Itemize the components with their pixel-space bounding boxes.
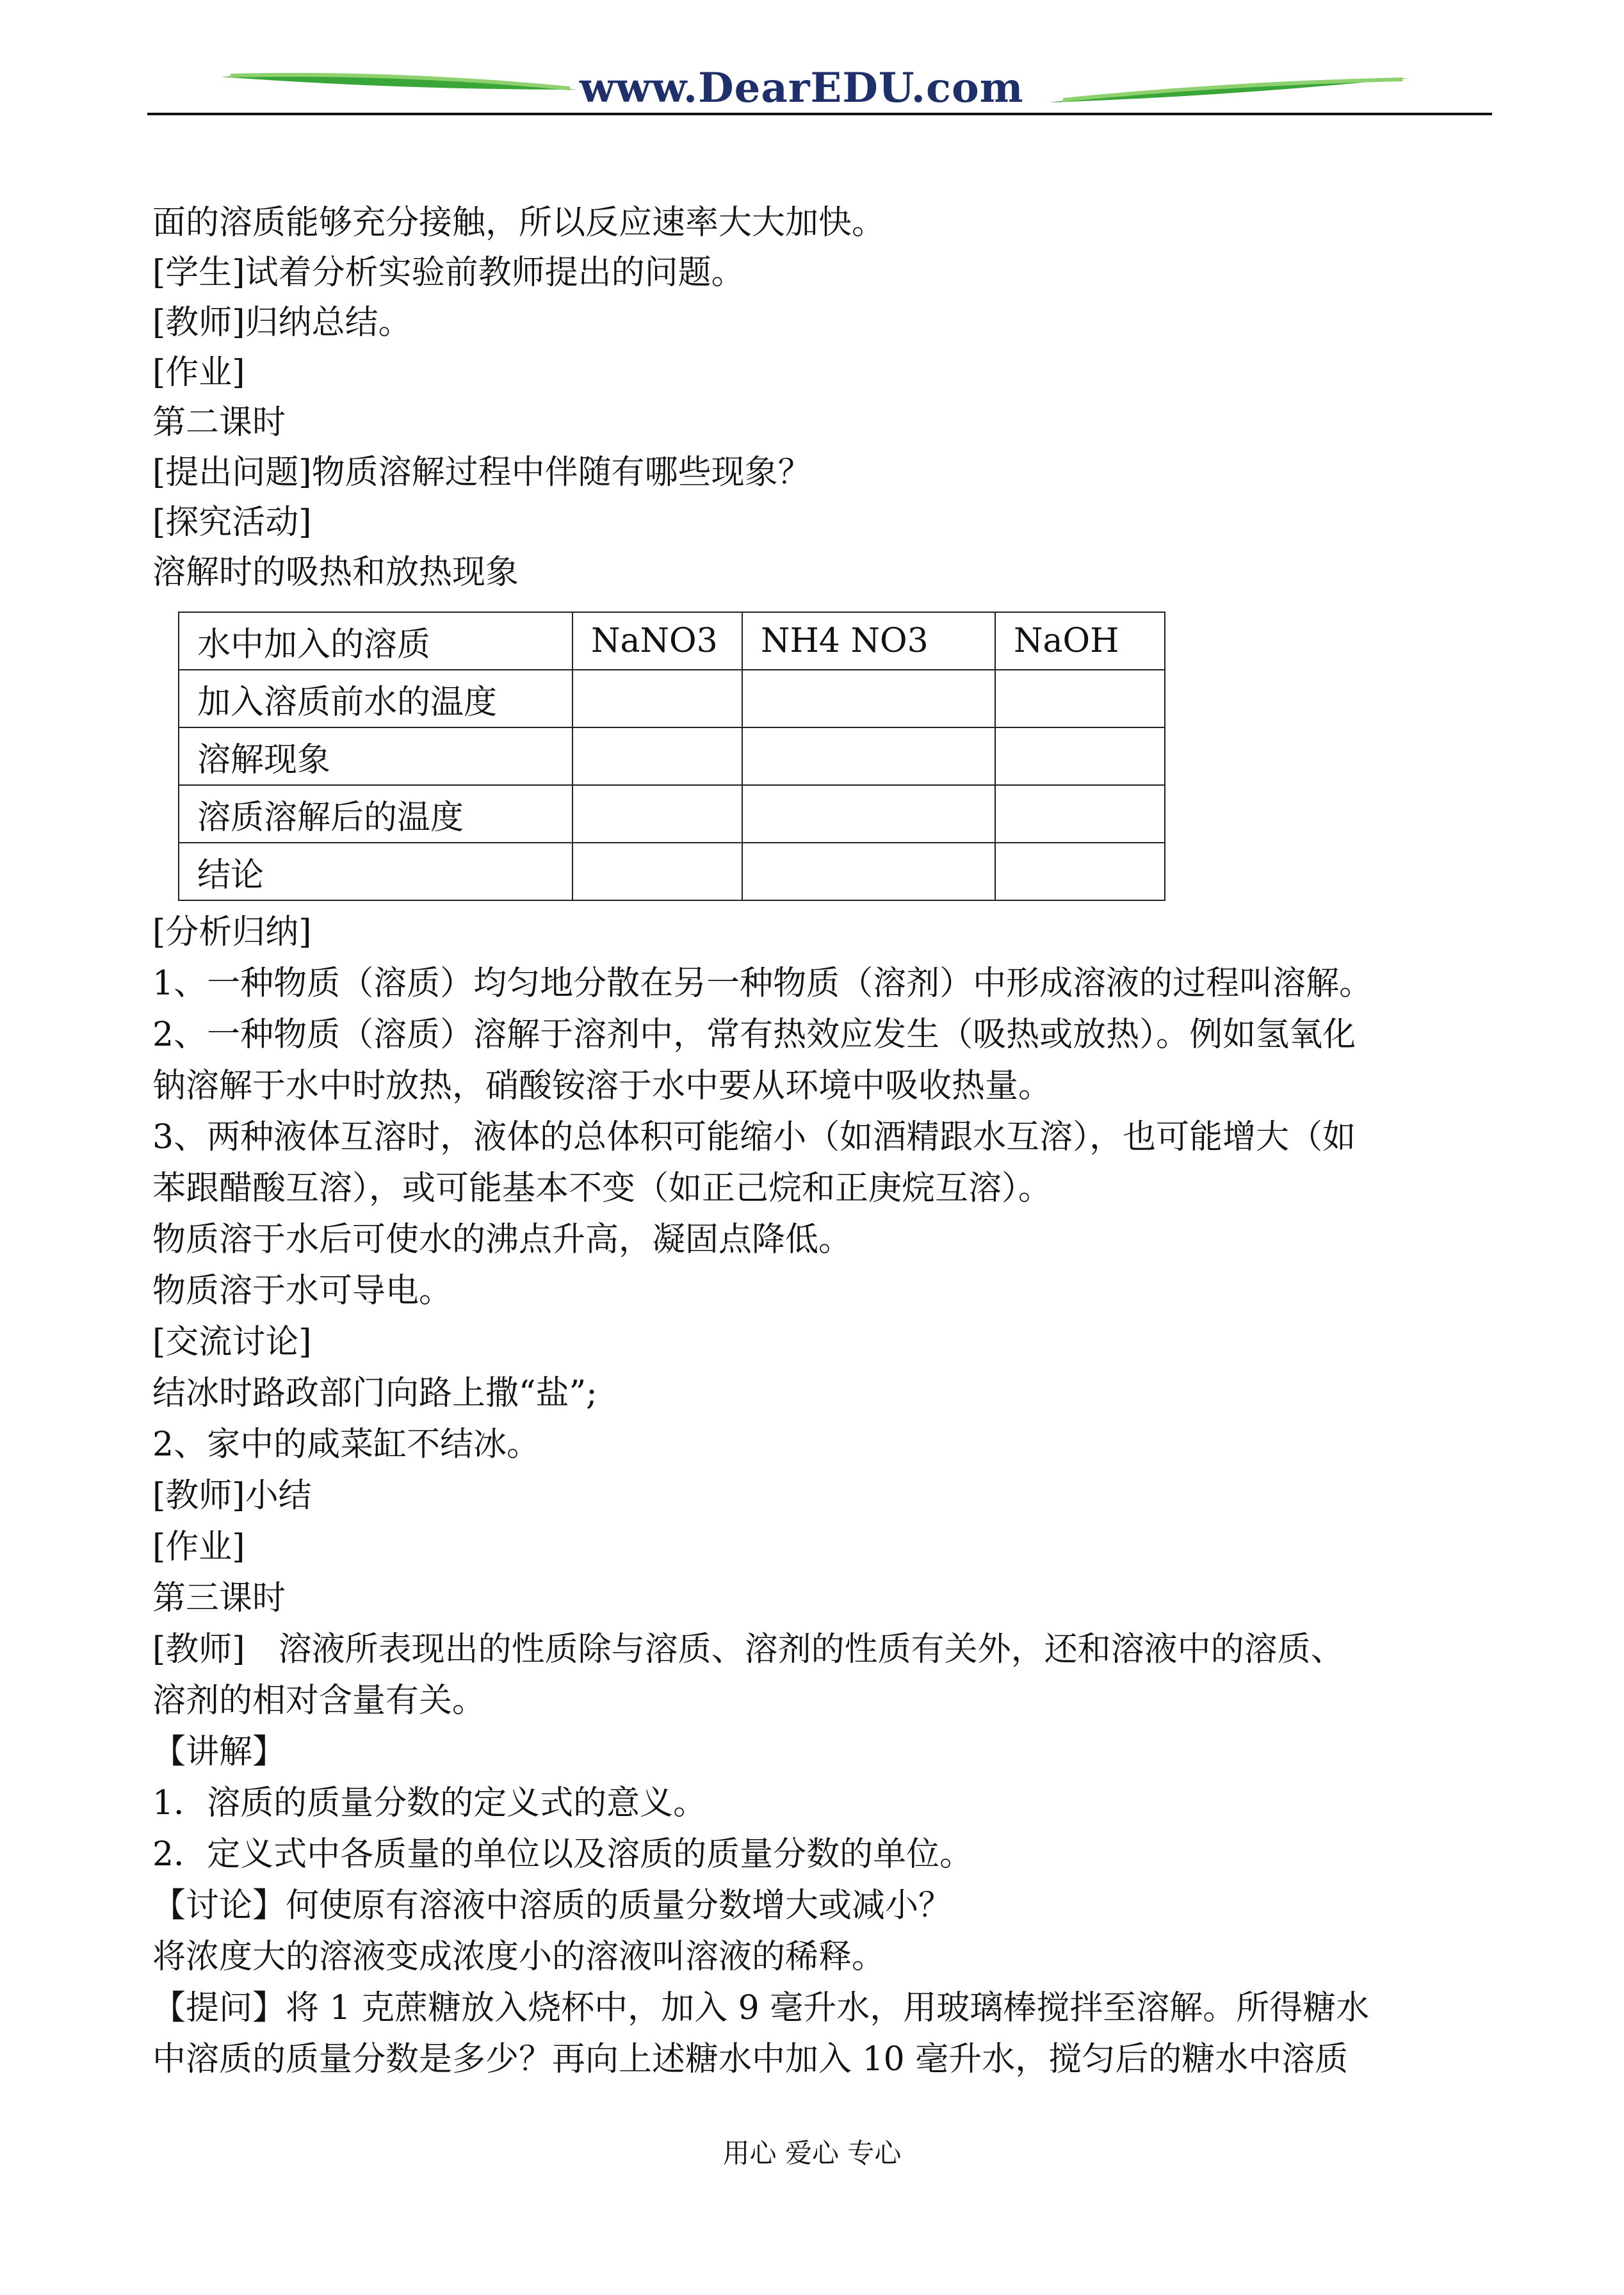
text-line: [交流讨论] bbox=[152, 1323, 312, 1361]
text-line: [作业] bbox=[152, 1528, 245, 1566]
table-row bbox=[179, 670, 1165, 727]
table-row bbox=[179, 785, 1165, 843]
text-line: [学生]试着分析实验前教师提出的问题。 bbox=[152, 254, 745, 292]
table-cell bbox=[995, 670, 1165, 727]
text-line: 结冰时路政部门向路上撒“盐”; bbox=[152, 1374, 597, 1413]
text-line: [教师]归纳总结。 bbox=[152, 304, 412, 342]
text-line: 【讲解】 bbox=[152, 1733, 286, 1771]
text-line: [教师]小结 bbox=[152, 1477, 312, 1515]
text-line: 2、家中的咸菜缸不结冰。 bbox=[152, 1425, 540, 1464]
table-cell: NaNO3 bbox=[572, 612, 742, 670]
text-line: 将浓度大的溶液变成浓度小的溶液叫溶液的稀释。 bbox=[152, 1938, 886, 1976]
table-cell bbox=[995, 785, 1165, 843]
text-line: [提出问题]物质溶解过程中伴随有哪些现象？ bbox=[152, 453, 811, 492]
site-url: www.DearEDU.com bbox=[580, 64, 1024, 112]
table-cell bbox=[995, 727, 1165, 785]
table-row bbox=[179, 612, 1165, 670]
table-cell: 溶解现象 bbox=[179, 727, 572, 785]
table-cell: 结论 bbox=[179, 843, 572, 900]
text-line: 物质溶于水可导电。 bbox=[152, 1272, 453, 1310]
text-line: 【讨论】何使原有溶液中溶质的质量分数增大或减小？ bbox=[152, 1886, 952, 1925]
text-line: [作业] bbox=[152, 353, 245, 392]
page-footer: 用心 爱心 专心 bbox=[722, 2137, 902, 2169]
text-line: 钠溶解于水中时放热，硝酸铵溶于水中要从环境中吸收热量。 bbox=[152, 1067, 1052, 1105]
text-line: 第三课时 bbox=[152, 1579, 286, 1618]
dissolution-heat-table bbox=[178, 612, 1165, 901]
page-header bbox=[0, 0, 1624, 122]
text-line: 中溶质的质量分数是多少？再向上述糖水中加入 10 毫升水，搅匀后的糖水中溶质 bbox=[152, 2040, 1349, 2079]
text-line: 溶解时的吸热和放热现象 bbox=[152, 553, 519, 592]
table-row bbox=[179, 727, 1165, 785]
table-cell bbox=[742, 727, 995, 785]
text-line: 物质溶于水后可使水的沸点升高，凝固点降低。 bbox=[152, 1220, 852, 1259]
text-line: 第二课时 bbox=[152, 403, 286, 442]
table-cell bbox=[742, 785, 995, 843]
text-line: [教师] 溶液所表现出的性质除与溶质、溶剂的性质有关外，还和溶液中的溶质、 bbox=[152, 1630, 1344, 1669]
table-cell bbox=[572, 670, 742, 727]
table-cell bbox=[995, 843, 1165, 900]
text-line: 【提问】将 1 克蔗糖放入烧杯中，加入 9 毫升水，用玻璃棒搅拌至溶解。所得糖水 bbox=[152, 1989, 1370, 2027]
table-cell bbox=[742, 843, 995, 900]
text-line: 1、一种物质（溶质）均匀地分散在另一种物质（溶剂）中形成溶液的过程叫溶解。 bbox=[152, 964, 1373, 1003]
table-cell bbox=[742, 670, 995, 727]
text-line: 苯跟醋酸互溶），或可能基本不变（如正己烷和正庚烷互溶）。 bbox=[152, 1169, 1052, 1208]
table-cell bbox=[572, 727, 742, 785]
table-cell: NaOH bbox=[995, 612, 1165, 670]
table-cell: NH4 NO3 bbox=[742, 612, 995, 670]
text-line: 面的溶质能够充分接触，所以反应速率大大加快。 bbox=[152, 204, 886, 242]
text-line: 2、一种物质（溶质）溶解于溶剂中，常有热效应发生（吸热或放热）。例如氢氧化 bbox=[152, 1016, 1356, 1054]
table-cell: 溶质溶解后的温度 bbox=[179, 785, 572, 843]
text-line: 溶剂的相对含量有关。 bbox=[152, 1682, 486, 1720]
table-cell bbox=[572, 843, 742, 900]
table-cell: 加入溶质前水的温度 bbox=[179, 670, 572, 727]
table-cell: 水中加入的溶质 bbox=[179, 612, 572, 670]
table-row bbox=[179, 843, 1165, 900]
text-line: 2．定义式中各质量的单位以及溶质的质量分数的单位。 bbox=[152, 1835, 973, 1874]
table-cell bbox=[572, 785, 742, 843]
text-line: 1．溶质的质量分数的定义式的意义。 bbox=[152, 1784, 707, 1822]
text-line: [探究活动] bbox=[152, 503, 312, 542]
text-line: 3、两种液体互溶时，液体的总体积可能缩小（如酒精跟水互溶），也可能增大（如 bbox=[152, 1118, 1356, 1156]
text-line: [分析归纳] bbox=[152, 913, 312, 952]
